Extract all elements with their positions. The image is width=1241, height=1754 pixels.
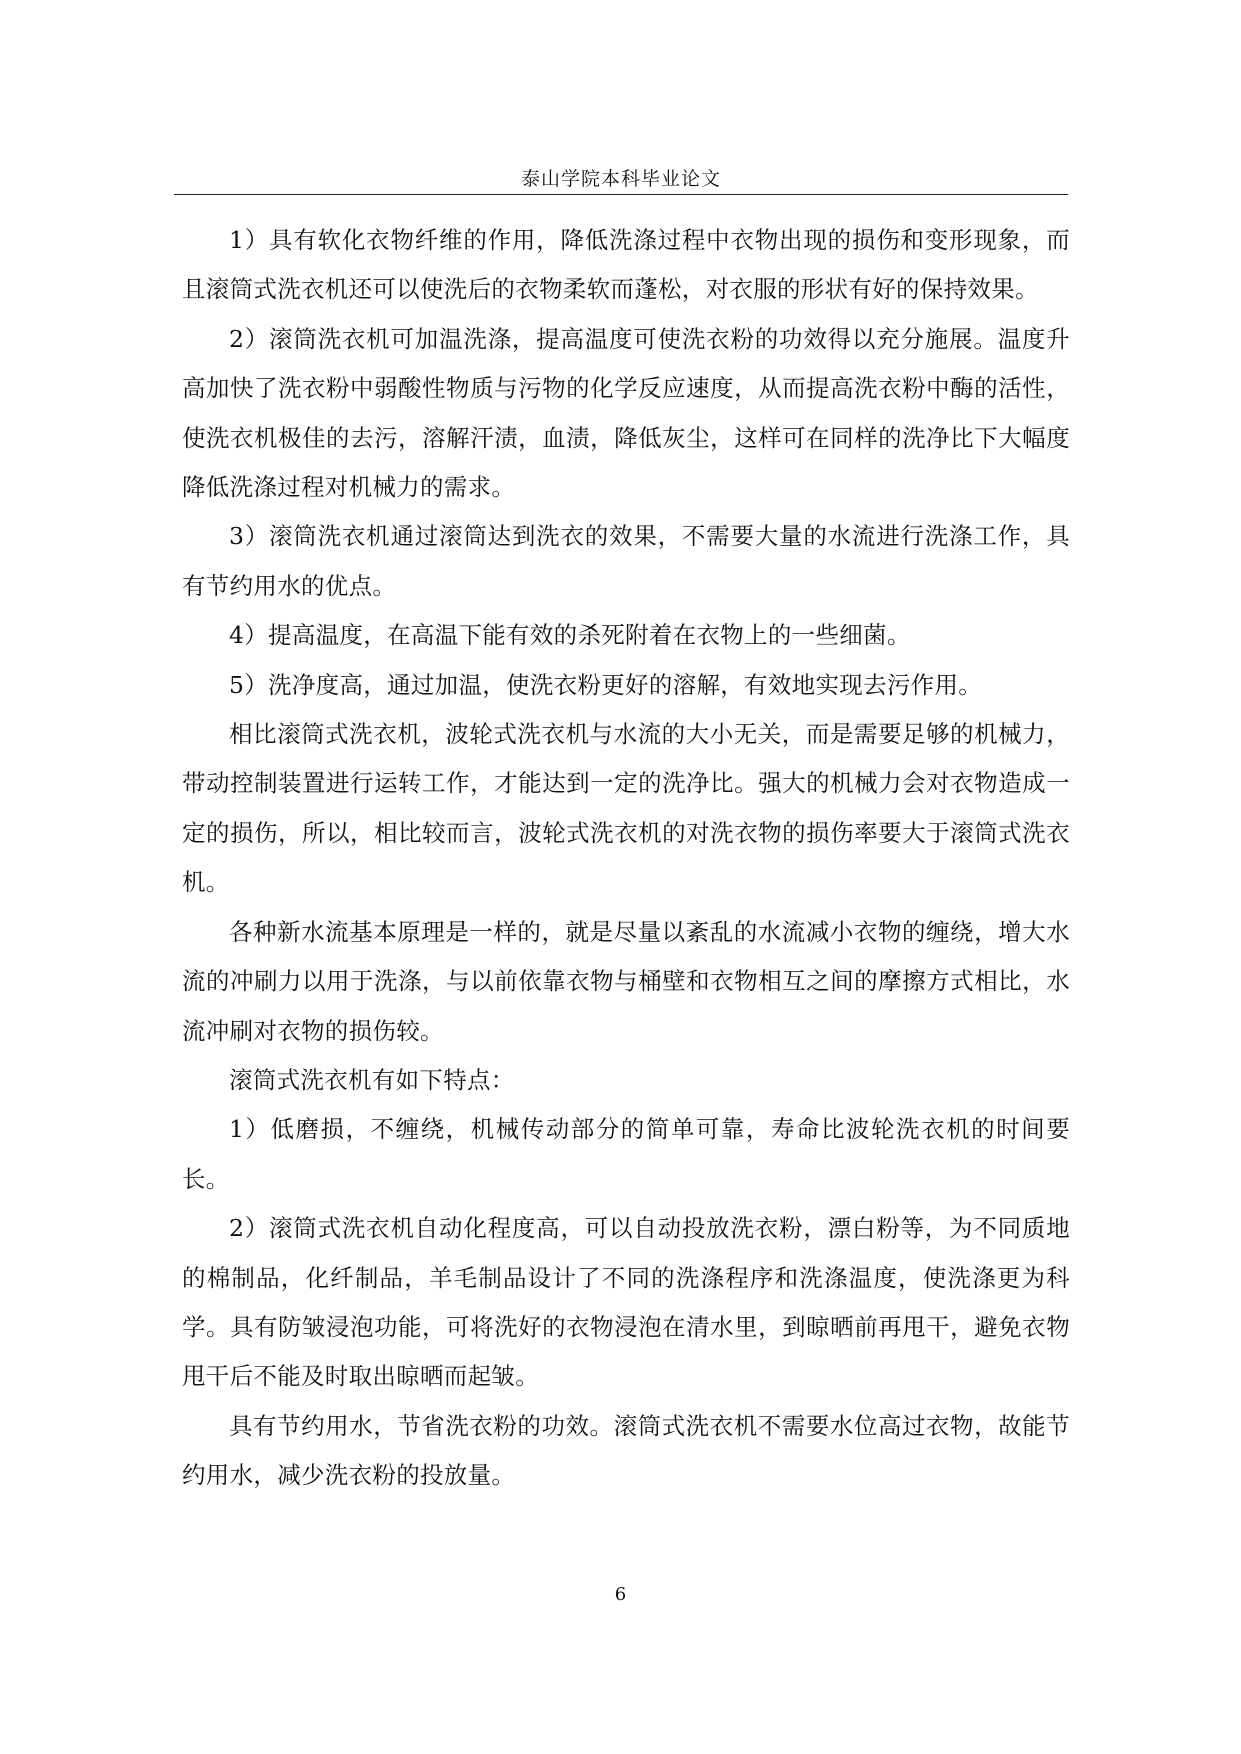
header-divider <box>174 194 1068 195</box>
paragraph: 3）滚筒洗衣机通过滚筒达到洗衣的效果，不需要大量的水流进行洗涤工作，具有节约用水的优点。 <box>182 522 1070 600</box>
paragraph: 2）滚筒洗衣机可加温洗涤，提高温度可使洗衣粉的功效得以充分施展。温度升高加快了洗衣粉中弱酸性物质与污物的化学反应速度，从而提高洗衣粉中酶的活性，使洗衣机极佳的去污，溶解汗渍，血渍，降低灰尘，这样可在同样的洗净比下大幅度降低洗涤过程对机械力的需求。 <box>182 324 1070 502</box>
body-text <box>182 216 1070 1501</box>
paragraph: 5）洗净度高，通过加温，使洗衣粉更好的溶解，有效地实现去污作用。 <box>229 670 983 699</box>
paragraph: 相比滚筒式洗衣机，波轮式洗衣机与水流的大小无关，而是需要足够的机械力，带动控制装置进行运转工作，才能达到一定的洗净比。强大的机械力会对衣物造成一定的损伤，所以，相比较而言，波轮式洗衣机的对洗衣物的损伤率要大于滚筒式洗衣机。 <box>182 720 1070 897</box>
running-header: 泰山学院本科毕业论文 <box>520 168 721 190</box>
paragraph: 具有节约用水，节省洗衣粉的功效。滚筒式洗衣机不需要水位高过衣物，故能节约用水，减少洗衣粉的投放量。 <box>182 1411 1070 1490</box>
page-number: 6 <box>614 1584 627 1605</box>
paragraph: 1）低磨损，不缠绕，机械传动部分的简单可靠，寿命比波轮洗衣机的时间要长。 <box>182 1115 1070 1193</box>
paragraph: 1）具有软化衣物纤维的作用，降低洗涤过程中衣物出现的损伤和变形现象，而且滚筒式洗衣机还可以使洗后的衣物柔软而蓬松，对衣服的形状有好的保持效果。 <box>182 226 1070 304</box>
paragraph: 2）滚筒式洗衣机自动化程度高，可以自动投放洗衣粉，漂白粉等，为不同质地的棉制品，化纤制品，羊毛制品设计了不同的洗涤程序和洗涤温度，使洗涤更为科学。具有防皱浸泡功能，可将洗好的衣物浸泡在清水里，到晾晒前再甩干，避免衣物甩干后不能及时取出晾晒而起皱。 <box>182 1214 1070 1391</box>
paragraph: 滚筒式洗衣机有如下特点： <box>229 1065 515 1094</box>
paragraph: 各种新水流基本原理是一样的，就是尽量以紊乱的水流减小衣物的缠绕，增大水流的冲刷力以用于洗涤，与以前依靠衣物与桶壁和衣物相互之间的摩擦方式相比，水流冲刷对衣物的损伤较。 <box>182 917 1070 1045</box>
paragraph: 4）提高温度，在高温下能有效的杀死附着在衣物上的一些细菌。 <box>229 621 911 650</box>
